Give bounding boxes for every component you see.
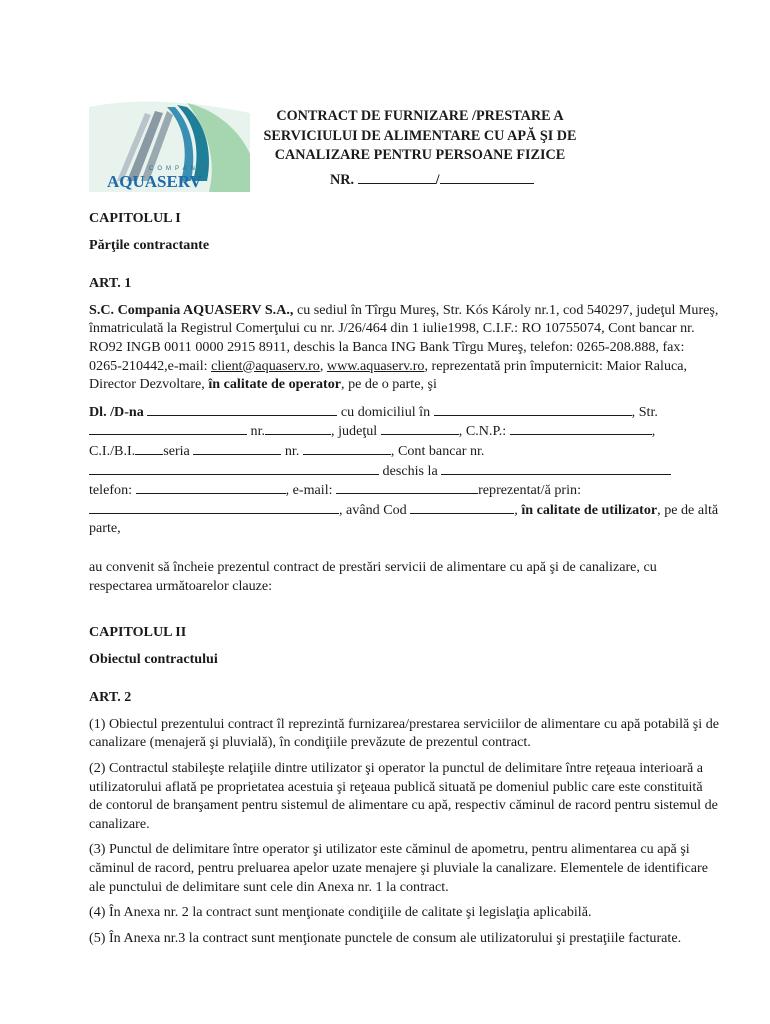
chapter-1-subtitle: Părţile contractante [89,236,210,253]
code-comma: , [514,501,518,518]
chapter-1-title: CAPITOLUL I [89,210,181,226]
operator-name: S.C. Compania AQUASERV S.A., [89,301,294,318]
county-label: , judeţul [331,423,378,440]
art-2-paragraph-1: (1) Obiectul prezentului contract îl reprezintă furnizarea/prestarea serviciilor de alimentare cu apă potabilă şi de canalizare (menajeră şi pluvială), în condiţiile prevăzute de prezentul contract. [89,715,719,751]
domicile-blank [434,402,632,416]
number-label: nr. [250,423,266,440]
contract-title [250,107,590,166]
series-label: seria [163,442,190,459]
id-number-blank [303,441,391,455]
operator-role: în calitate de operator [208,376,342,393]
series-blank [193,441,281,455]
nr-label: NR. [330,172,355,188]
bank-account-blank [89,461,379,475]
art-2-paragraph-5: (5) În Anexa nr.3 la contract sunt menţionate punctele de consum ale utilizatorului şi prestaţiile facturate. [89,929,682,946]
street-blank [89,421,247,435]
cnp-label: , C.N.P.: [458,423,507,440]
operator-end: , pe de o parte, şi [341,376,437,393]
title-line-2: SERVICIULUI DE ALIMENTARE CU APĂ ŞI DE [263,127,577,144]
email-link[interactable]: client@aquaserv.ro [211,357,320,374]
cnp-comma: , [651,423,656,440]
user-form [89,402,719,538]
bank-opened-label: deschis la [382,462,438,479]
art-2-heading: ART. 2 [89,689,132,706]
user-name-blank [147,402,337,416]
user-label: Dl. /D-na [89,403,144,420]
art-1-heading: ART. 1 [89,275,132,292]
id-label: C.I./B.I. [89,442,136,459]
bank-account-label: , Cont bancar nr. [390,442,485,459]
phone-label: telefon: [89,482,133,499]
contract-body [89,209,719,947]
art-2-paragraph-2: (2) Contractul stabileşte relaţiile dintre utilizator şi operator la punctul de delimitare între reţeaua interioară a utilizatorului aflată pe proprietatea acestuia şi reţeaua publică situată pe domeniul public care este constituită de contorul de branşament pentru sistemul de alimentare cu apă, respectiv căminul de racord pentru sistemul de canalizare. [89,760,718,832]
code-label: , având Cod [339,501,407,518]
user-form-line-5 [89,480,719,500]
logo-brand-text: AQUASERV [107,172,202,191]
aquaserv-logo [89,99,250,192]
phone-blank [136,480,286,494]
user-end: , pe de altă parte, [89,501,719,537]
cnp-blank [510,421,652,435]
user-email-label: , e-mail: [285,482,333,499]
user-form-line-1 [89,402,719,422]
county-blank [381,421,459,435]
art-2-paragraph-4: (4) În Anexa nr. 2 la contract sunt menţionate condiţiile de calitate şi legislaţia aplicabilă. [89,904,592,921]
chapter-2-subtitle: Obiectul contractului [89,650,218,667]
nr-blank-2 [440,170,534,184]
user-form-line-6 [89,500,719,538]
contract-number [330,170,534,189]
title-line-1: CONTRACT DE FURNIZARE /PRESTARE A [276,108,564,124]
operator-details: cu sediul în Tîrgu Mureş, Str. Kós Károly nr.1, cod 540297, judeţul Mureş, înmatriculată la Registrul Comerţului cu nr. J/26/464 din 1 iulie1998, C.I.F.: RO 10755074, Cont bancar nr. RO92 INGB 0011 0000 2915 8911, deschis la Banca ING Bank Tîrgu Mureş, telefon: 0265-208.888, fax: 0265-210442,e-mail: [89,301,719,374]
id-number-label: nr. [284,442,300,459]
website-link[interactable]: www.aquaserv.ro [326,357,425,374]
nr-blank-1 [358,170,436,184]
nr-separator: / [435,172,440,188]
user-form-line-2 [89,421,719,441]
operator-paragraph [89,301,719,394]
agreement-paragraph: au convenit să încheie prezentul contract de prestări servicii de alimentare cu apă şi de canalizare, cu respectarea următoarelor clauze: [89,558,657,594]
art-2-paragraph-3: (3) Punctul de delimitare între operator şi utilizator este căminul de apometru, pentru alimentarea cu apă şi căminul de racord, pentru preluarea apelor uzate menajere şi pluviale la canalizare. Elementele de identificare ale punctului de delimitare sunt cele din Anexa nr. 1 la contract. [89,841,709,895]
street-label: , Str. [631,403,658,420]
title-line-3: CANALIZARE PENTRU PERSOANE FIZICE [274,147,566,163]
representative-blank [89,500,339,514]
bank-name-blank [441,461,671,475]
operator-representative: , reprezentată prin împuternicit: Maior Raluca, Director Dezvoltare, [89,357,688,393]
represented-label: reprezentat/ă prin: [478,482,581,499]
code-blank [410,500,514,514]
chapter-2-title: CAPITOLUL II [89,624,187,641]
user-role: în calitate de utilizator [521,501,658,518]
user-form-line-4 [89,461,719,481]
logo-company-text: COMPANIA [149,166,213,172]
link-separator: , [319,357,327,374]
id-blank [135,441,163,455]
user-email-blank [336,480,478,494]
user-form-line-3 [89,441,719,461]
domicile-label: cu domiciliul în [340,403,431,420]
number-blank [265,421,331,435]
